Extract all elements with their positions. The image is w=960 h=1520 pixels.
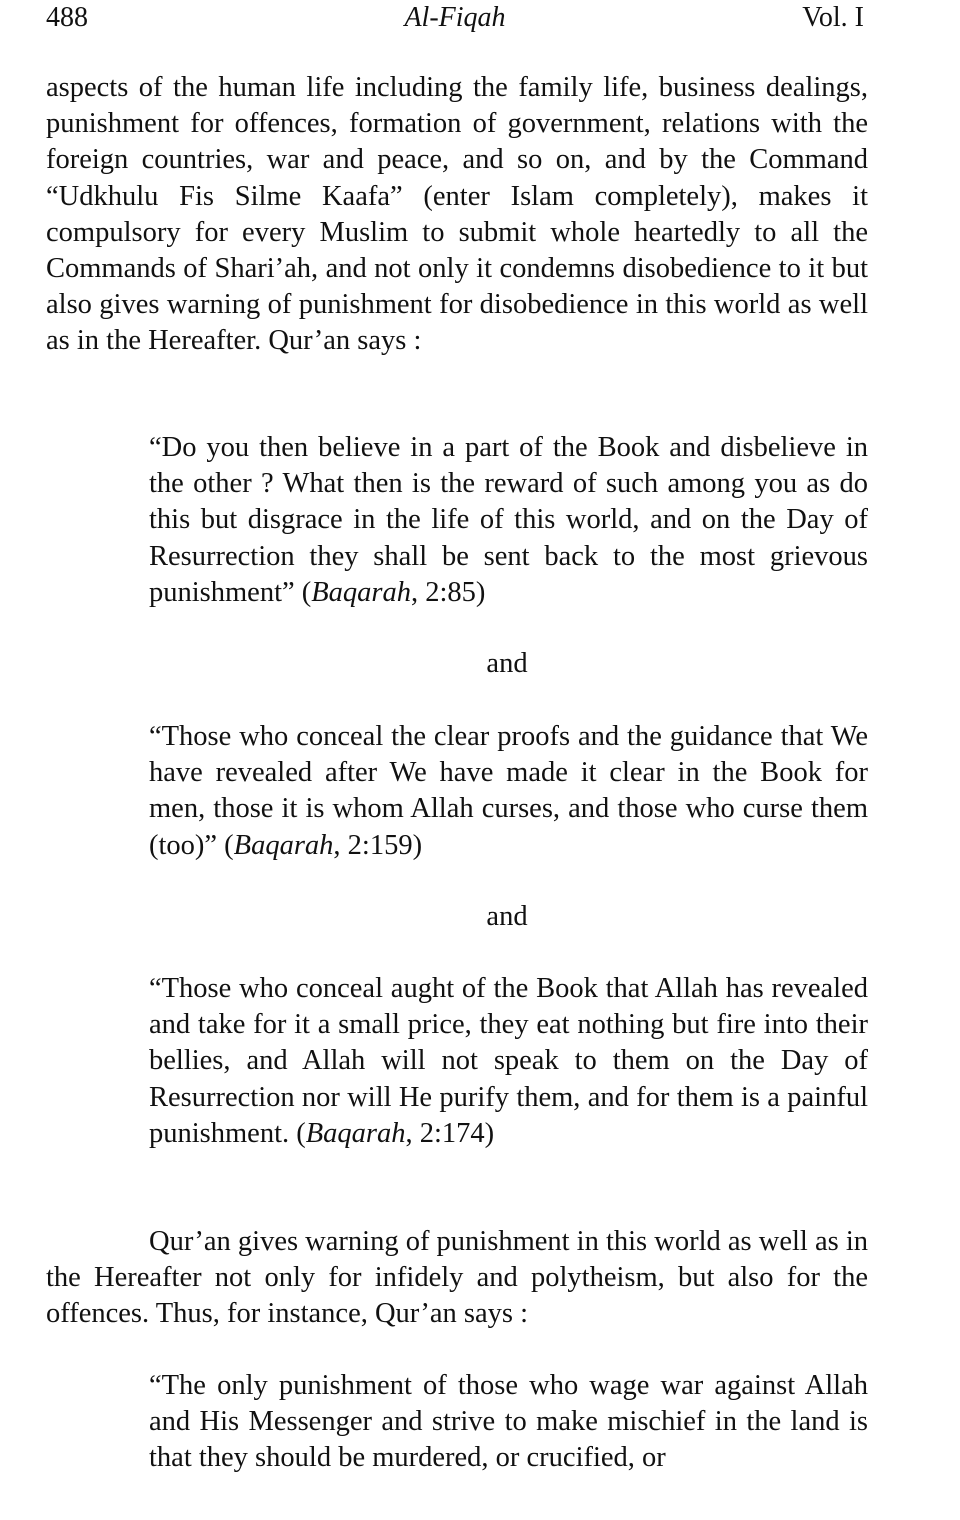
citation-verse: , 2:85) — [411, 576, 486, 608]
running-header — [46, 2, 864, 34]
citation-verse: , 2:174) — [405, 1117, 495, 1149]
book-title: Al-Fiqah — [404, 2, 506, 33]
quote-text: “Those who conceal the clear proofs and the guidance that We have revealed after We have made it clear in the Book for men, those it is whom Allah curses, and those who curse them (too)” ( — [149, 721, 868, 861]
conjunction-and: and — [486, 648, 528, 679]
quote-war-against-allah: “The only punishment of those who wage war against Allah and His Messenger and strive to make mischief in the land is that they should be murdered, or crucified, or — [149, 1370, 868, 1474]
quote-baqarah-174 — [149, 971, 868, 1152]
citation-surah: Baqarah — [311, 576, 412, 608]
citation-verse: , 2:159) — [333, 829, 423, 861]
citation-surah: Baqarah — [305, 1117, 406, 1149]
page-number: 488 — [46, 2, 88, 33]
citation-surah: Baqarah — [233, 829, 334, 861]
quote-text: “Do you then believe in a part of the Book and disbelieve in the other ? What then is the reward of such among you as do this but disgrace in the life of this world, and on the Day of Resurrection they shall be sent back to the most grievous punishment” ( — [149, 432, 868, 608]
paragraph-aspects: aspects of the human life including the family life, business dealings, punishment for offences, formation of government, relations with the foreign countries, war and peace, and so on, and by the Command “Udkhulu Fis Silme Kaafa” (enter Islam completely), makes it compulsory for every Muslim to submit whole heartedly to all the Commands of Shari’ah, and not only it condemns disobedience to it but also gives warning of punishment for disobedience in this world as well as in the Hereafter. Qur’an says : — [46, 72, 868, 357]
paragraph-warning: Qur’an gives warning of punishment in this world as well as in the Hereafter not only for infidely and polytheism, but also for the offences. Thus, for instance, Qur’an says : — [46, 1226, 868, 1330]
conjunction-and: and — [486, 901, 528, 932]
quote-text: “Those who conceal aught of the Book that Allah has revealed and take for it a small price, they eat nothing but fire into their bellies, and Allah will not speak to them on the Day of Resurrection nor will He purify them, and for them is a painful punishment. ( — [149, 973, 868, 1149]
quote-baqarah-159 — [149, 719, 868, 864]
volume-label: Vol. I — [802, 2, 864, 33]
quote-baqarah-85 — [149, 430, 868, 611]
